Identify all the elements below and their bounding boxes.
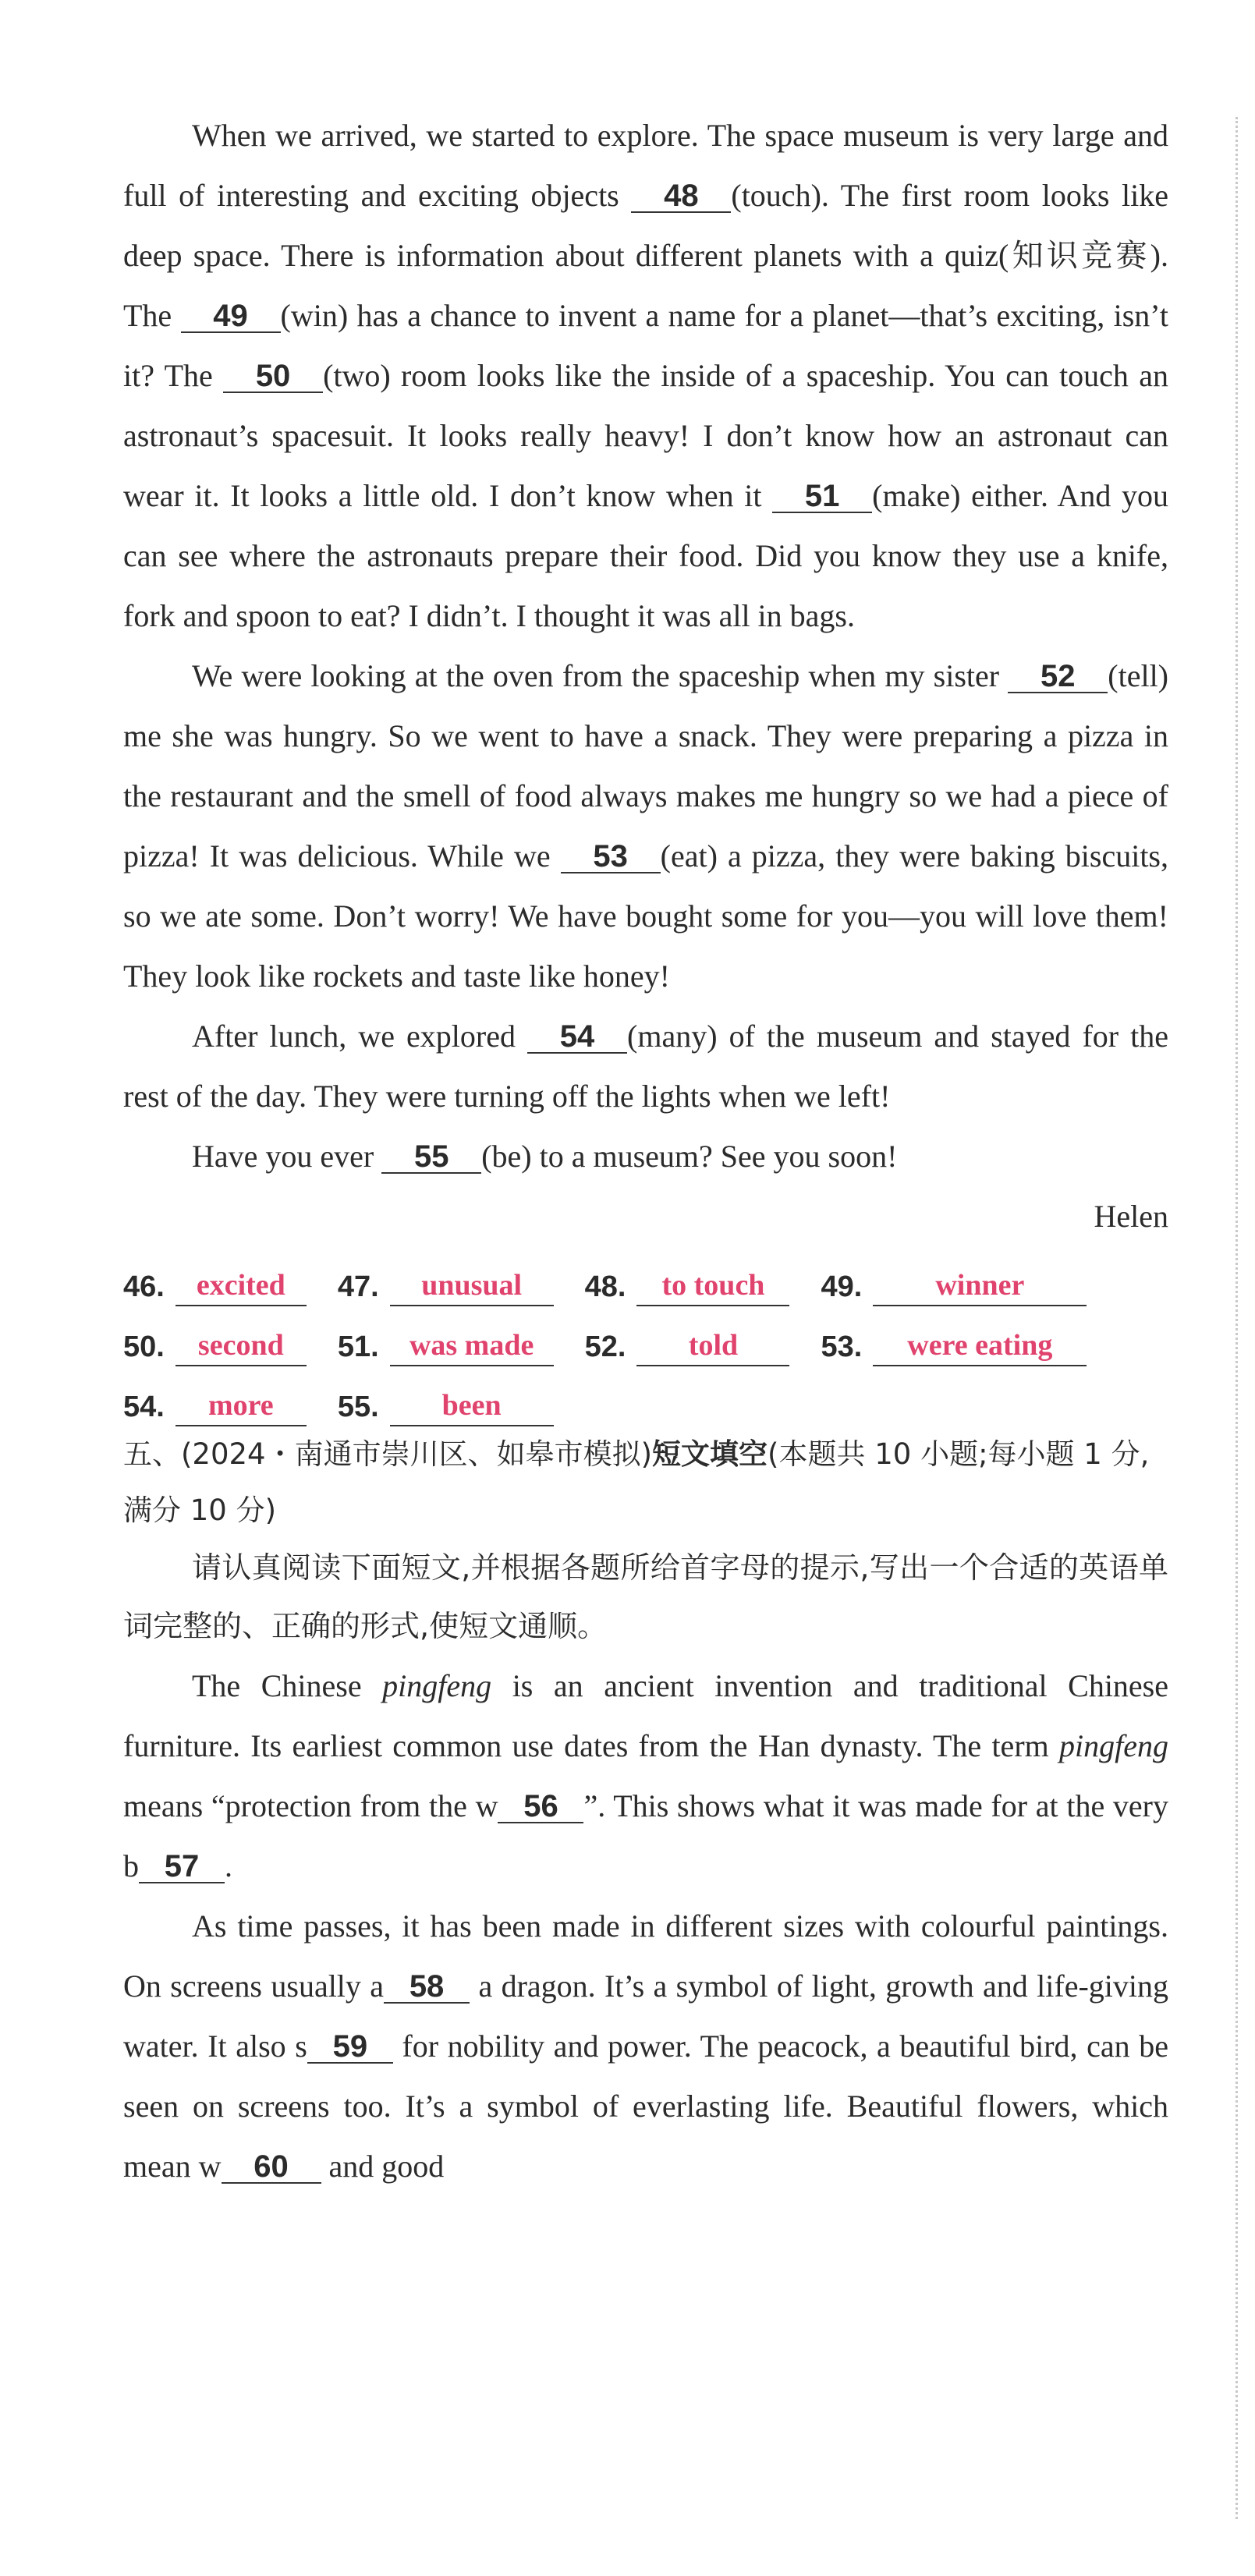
answer-item: 51. was made — [338, 1326, 554, 1366]
answer-item: 53. were eating — [821, 1326, 1087, 1366]
blank-57[interactable]: 57 — [139, 1851, 225, 1883]
answer-item: 47. unusual — [338, 1266, 554, 1306]
blank-48[interactable]: 48 — [631, 180, 731, 213]
answer-item: 49. winner — [821, 1266, 1087, 1306]
answer-55: been — [390, 1386, 554, 1426]
answer-item: 52. told — [585, 1326, 790, 1366]
passage-a-paragraph-4: Have you ever 55 (be) to a museum? See you soon! — [192, 1139, 898, 1174]
answer-item: 54. more — [123, 1386, 307, 1426]
answer-item: 50. second — [123, 1326, 307, 1366]
blank-53[interactable]: 53 — [561, 841, 661, 873]
blank-49[interactable]: 49 — [181, 300, 281, 333]
page-edge-dots — [1236, 117, 1238, 2519]
blank-58[interactable]: 58 — [384, 1971, 470, 2004]
answer-52: told — [636, 1326, 789, 1366]
answer-row — [123, 1306, 1168, 1366]
answer-49: winner — [873, 1266, 1087, 1306]
blank-51[interactable]: 51 — [772, 480, 872, 513]
answer-46: excited — [175, 1266, 307, 1306]
blank-55[interactable]: 55 — [381, 1141, 481, 1174]
section-5-instruction: 请认真阅读下面短文,并根据各题所给首字母的提示,写出一个合适的英语单词完整的、正确的形式,使短文通顺。 — [123, 1550, 1168, 1643]
blank-56[interactable]: 56 — [498, 1791, 583, 1823]
answer-key — [123, 1246, 1168, 1426]
passage-b-paragraph-2: As time passes, it has been made in different sizes with colourful paintings. On screens usually a 58 a dragon. It’s a symbol of light, growth and life-giving water. It also s 59 for nobility and power. The peacock, a beautiful bird, can be seen on screens too. It’s a symbol of everlasting life. Beautiful flowers, which mean w 60 and good — [123, 1908, 1168, 2184]
passage-a-paragraph-3: After lunch, we explored 54 (many) of the museum and stayed for the rest of the day. They were turning off the lights when we left! — [123, 1019, 1168, 1114]
blank-59[interactable]: 59 — [307, 2031, 393, 2064]
answer-47: unusual — [390, 1266, 554, 1306]
letter-signature: Helen — [1094, 1199, 1168, 1234]
passage-a-paragraph-1: When we arrived, we started to explore. The space museum is very large and full of interesting and exciting objects 48 (touch). The first room looks like deep space. There is information about different planets with a quiz(知识竞赛). The 49 (win) has a chance to invent a name for a planet—that’s exciting, isn’t it? The 50 (two) room looks like the inside of a spaceship. You can touch an astronaut’s spacesuit. It looks really heavy! I don’t know how an astronaut can wear it. It looks a little old. I don’t know when it 51 (make) either. And you can see where the astronauts prepare their food. Did you know they use a knife, fork and spoon to eat? I didn’t. I thought it was all in bags. — [123, 118, 1168, 633]
blank-50[interactable]: 50 — [223, 360, 323, 393]
section-5-title: 短文填空 — [652, 1437, 768, 1471]
answer-row — [123, 1246, 1168, 1306]
answer-53: were eating — [873, 1326, 1087, 1366]
answer-item: 46. excited — [123, 1266, 307, 1306]
worksheet-page — [123, 105, 1168, 2196]
blank-52[interactable]: 52 — [1008, 661, 1108, 693]
answer-54: more — [175, 1386, 307, 1426]
passage-a-paragraph-2: We were looking at the oven from the spaceship when my sister 52 (tell) me she was hungry. So we went to have a snack. They were preparing a pizza in the restaurant and the smell of food always makes me hungry so we had a piece of pizza! It was delicious. While we 53 (eat) a pizza, they were baking biscuits, so we ate some. Don’t worry! We have bought some for you—you will love them! They look like rockets and taste like honey! — [123, 658, 1168, 994]
answer-48: to touch — [636, 1266, 789, 1306]
answer-51: was made — [390, 1326, 554, 1366]
answer-item: 48. to touch — [585, 1266, 790, 1306]
blank-60[interactable]: 60 — [222, 2151, 321, 2184]
section-5-heading: 五、(2024・南通市崇川区、如皋市模拟)短文填空(本题共 10 小题;每小题 1 分,满分 10 分) — [123, 1437, 1150, 1527]
answer-row — [123, 1366, 1168, 1426]
answer-item: 55. been — [338, 1386, 554, 1426]
answer-50: second — [175, 1326, 307, 1366]
blank-54[interactable]: 54 — [527, 1021, 627, 1054]
passage-b-paragraph-1: The Chinese pingfeng is an ancient invention and traditional Chinese furniture. Its earliest common use dates from the Han dynasty. The term pingfeng means “protection from the w 56 ”. This shows what it was made for at the very b 57 . — [123, 1668, 1168, 1883]
